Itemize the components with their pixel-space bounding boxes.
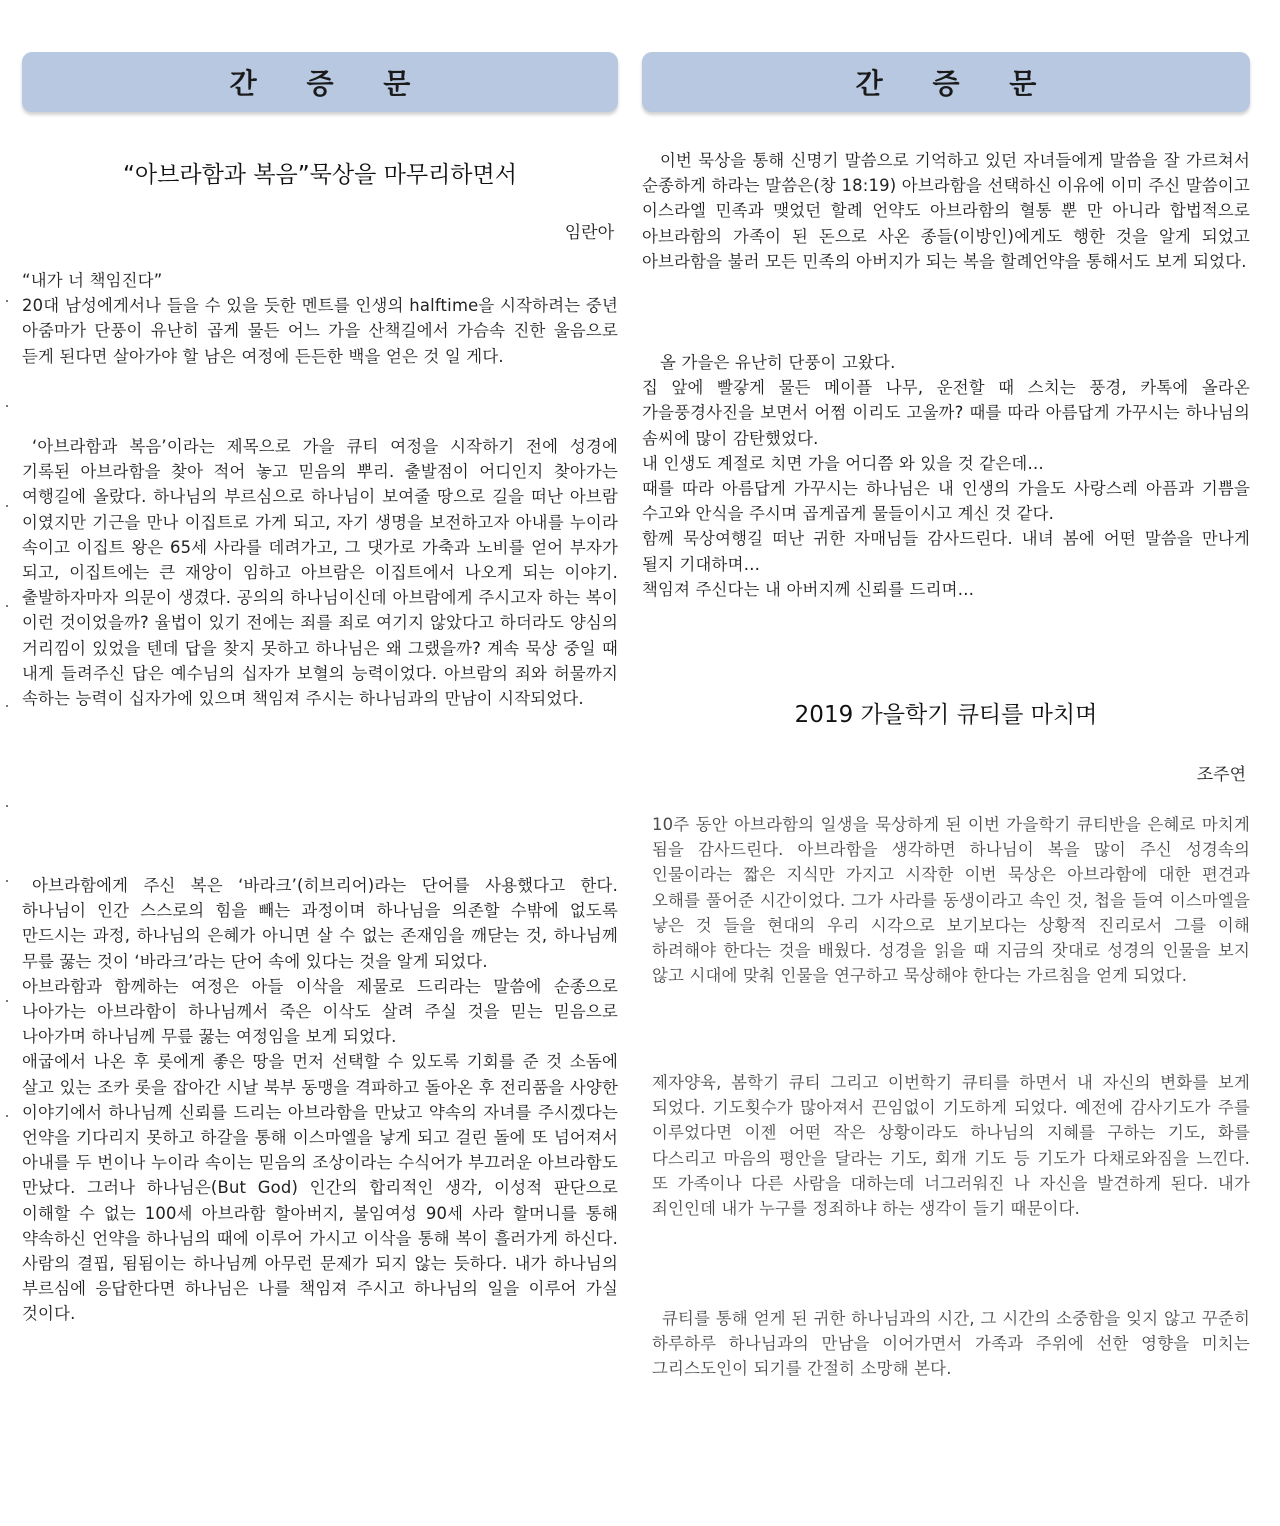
left-paragraph-1: “내가 너 책임진다” 20대 남성에게서나 들을 수 있을 듯한 멘트를 인생의 halftime을 시작하려는 중년 아줌마가 단풍이 유난히 곱게 물든 어느 가을 산책길에서 가슴속 진한 울음으로 듣게 된다면 살아가야 할 남은 여정에 든든한 백을 얻은 것 일 게다. bbox=[22, 271, 618, 366]
left-paragraph-2: ‘아브라함과 복음’이라는 제목으로 가을 큐티 여정을 시작하기 전에 성경에 기록된 아브라함을 찾아 적어 놓고 믿음의 뿌리. 출발점이 어디인지 찾아가는 여행길에 올랐다. 하나님의 부르심으로 하나님이 보여줄 땅으로 길을 떠난 아브람 이였지만 기근을 만나 이집트로 가게 되고, 자기 생명을 보전하고자 아내를 누이라 속이고 이집트 왕은 65세 사라를 데려가고, 그 댓가로 가축과 노비를 얻어 부자가 되고, 이집트에는 큰 재앙이 임하고 아브람은 이집트에서 나오게 되는 이야기. 출발하자마자 의문이 생겼다. 공의의 하나님이신데 아브람에게 주시고자 하는 복이 이런 것이었을까? 율법이 있기 전에는 죄를 죄로 여기지 않았다고 하더라도 양심의 거리낌이 있었을 텐데 답을 찾지 못하고 하나님은 왜 그랬을까? 계속 묵상 중일 때 내게 들려주신 답은 예수님의 십자가 보혈의 능력이었다. 아브람의 죄와 허물까지 속하는 능력이 십자가에 있으며 책임져 주시는 하나님과의 만남이 시작되었다. bbox=[22, 437, 618, 709]
right-paragraph-2: 올 가을은 유난히 단풍이 고왔다. 집 앞에 빨갛게 물든 메이플 나무, 운전할 때 스치는 풍경, 카톡에 올라온 가을풍경사진을 보면서 어쩜 이리도 고울까? 때를 따라 아름답게 가꾸시는 하나님의 솜씨에 많이 감탄했었다. 내 인생도 계절로 치면 가을 어디쯤 와 있을 것 같은데… 때를 따라 아름답게 가꾸시는 하나님은 내 인생의 가을도 사랑스레 아픔과 기쁨을 수고와 안식을 주시며 곱게곱게 물들이시고 계신 것 같다. 함께 묵상여행길 떠난 귀한 자매님들 감사드린다. 내녀 봄에 어떤 말씀을 만나게 될지 기대하며… 책임져 주신다는 내 아버지께 신뢰를 드리며… bbox=[642, 353, 1250, 599]
right-paragraph-4: 제자양육, 봄학기 큐티 그리고 이번학기 큐티를 하면서 내 자신의 변화를 보게 되었다. 기도횟수가 많아져서 끈임없이 기도하게 되었다. 예전에 감사기도가 주를 이루었다면 이젠 어떤 작은 상황이라도 하나님의 지혜를 구하는 기도, 화를 다스리고 마음의 평안을 달라는 기도, 회개 기도 등 기도가 다채로와짐을 느낀다. 또 가족이나 다른 사람을 대하는데 너그러워진 나 자신을 발견하게 된다. 내가 죄인인데 내가 누구를 정죄하냐 하는 생각이 들기 때문이다. bbox=[652, 1073, 1250, 1219]
right-section-banner: 간 증 문 bbox=[642, 52, 1250, 112]
left-section-banner: 간 증 문 bbox=[22, 52, 618, 112]
right-paragraph-3: 10주 동안 아브라함의 일생을 묵상하게 된 이번 가을학기 큐티반을 은혜로 마치게 됨을 감사드린다. 아브라함을 생각하면 하나님이 복을 많이 주신 성경속의 인물이라는 짧은 지식만 가지고 시작한 이번 묵상은 아브라함에 대한 편견과 오해를 풀어준 시간이었다. 그가 사라를 동생이라고 속인 것, 첩을 들여 이스마엘을 낳은 것 들을 현대의 우리 시각으로 보기보다는 상황적 진리로서 그를 이해 하려해야 한다는 것을 배웠다. 성경을 읽을 때 지금의 잣대로 성경의 인물을 보지 않고 시대에 맞춰 인물을 연구하고 묵상해야 한다는 가르침을 얻게 되었다. bbox=[652, 815, 1250, 986]
right-article-title: 2019 가을학기 큐티를 마치며 bbox=[794, 702, 1098, 728]
right-paragraph-5: 큐티를 통해 얻게 된 귀한 하나님과의 시간, 그 시간의 소중함을 잊지 않고 꾸준히 하루하루 하나님과의 만남을 이어가면서 가족과 주위에 선한 영향을 미치는 그리스도인이 되기를 간절히 소망해 본다. bbox=[652, 1309, 1250, 1379]
right-article-author: 조주연 bbox=[1196, 765, 1246, 785]
right-paragraph-1: 이번 묵상을 통해 신명기 말씀으로 기억하고 있던 자녀들에게 말씀을 잘 가르쳐서 순종하게 하라는 말씀은(창 18:19) 아브라함을 선택하신 이유에 이미 주신 말씀이고 이스라엘 민족과 맺었던 할례 언약도 아브라함의 혈통 뿐 만 아니라 합법적으로 아브라함의 가족이 된 돈으로 사온 종들(이방인)에게도 행한 것을 알게 되었고 아브라함을 불러 모든 민족의 아버지가 되는 복을 할례언약을 통해서도 보게 되었다. bbox=[642, 151, 1250, 271]
left-article-author: 임란아 bbox=[564, 223, 614, 243]
left-paragraph-3: 아브라함에게 주신 복은 ‘바라크’(히브리어)라는 단어를 사용했다고 한다. 하나님이 인간 스스로의 힘을 빼는 과정이며 하나님을 의존할 수밖에 없도록 만드시는 과정, 하나님의 은혜가 아니면 살 수 없는 존재임을 깨닫는 것, 하나님께 무릎 꿇는 것이 ‘바라크’라는 단어 속에 있다는 것을 알게 되었다. 아브라함과 함께하는 여정은 아들 이삭을 제물로 드리라는 말씀에 순종으로 나아가는 아브라함이 하나님께서 죽은 이삭도 살려 주실 것을 믿는 믿음으로 나아가며 하나님께 무릎 꿇는 여정임을 보게 되었다. 애굽에서 나온 후 롯에게 좋은 땅을 먼저 선택할 수 있도록 기회를 준 것 소돔에 살고 있는 조카 롯을 잡아간 시날 북부 동맹을 격파하고 돌아온 후 전리품을 사양한 이야기에서 하나님께 신뢰를 드리는 아브라함을 만났고 약속의 자녀를 주시겠다는 언약을 기다리지 못하고 하갈을 통해 이스마엘을 낳게 되고 걸린 돌에 또 넘어져서 아내를 두 번이나 누이라 속이는 믿음의 조상이라는 수식어가 부끄러운 아브라함도 만났다. 그러나 하나님은(But God) 인간의 합리적인 생각, 이성적 판단으로 이해할 수 없는 100세 아브라함 할아버지, 불임여성 90세 사라 할머니를 통해 약속하신 언약을 하나님의 때에 이루어 가시고 이삭을 통해 복이 흘러가게 하신다. 사람의 결핍, 됨됨이는 하나님께 아무런 문제가 되지 않는 듯하다. 내가 하나님의 부르심에 응답한다면 하나님은 나를 책임져 주시고 하나님의 일을 이루어 가실 것이다. bbox=[22, 876, 618, 1324]
left-article-title: “아브라함과 복음”묵상을 마무리하면서 bbox=[123, 162, 517, 188]
